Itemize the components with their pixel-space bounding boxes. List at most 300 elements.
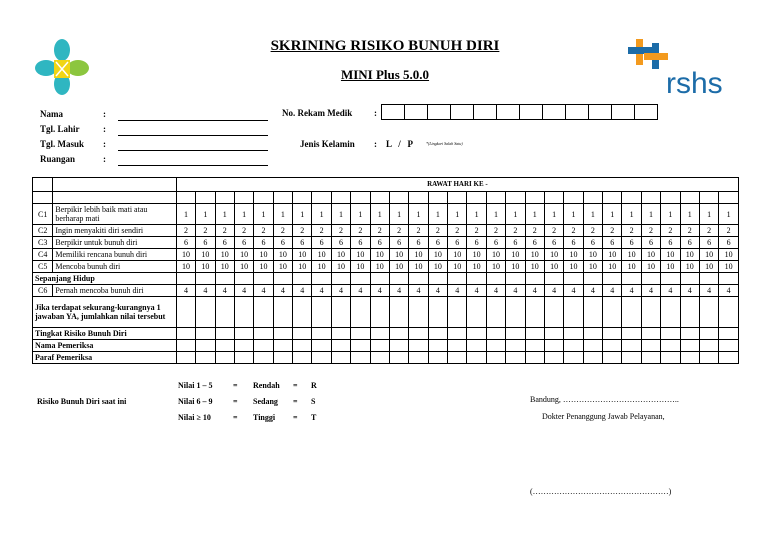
entry-cell[interactable]: [273, 297, 292, 328]
entry-cell[interactable]: [273, 352, 292, 364]
score-cell[interactable]: 6: [273, 237, 292, 249]
score-cell[interactable]: 10: [564, 249, 583, 261]
entry-cell[interactable]: [525, 352, 544, 364]
day-number-cell[interactable]: [564, 192, 583, 204]
score-cell[interactable]: 6: [583, 237, 602, 249]
entry-cell[interactable]: [641, 352, 660, 364]
entry-cell[interactable]: [273, 328, 292, 340]
day-number-cell[interactable]: [467, 192, 486, 204]
entry-cell[interactable]: [428, 352, 447, 364]
entry-cell[interactable]: [215, 340, 234, 352]
score-cell[interactable]: 2: [661, 225, 680, 237]
entry-cell[interactable]: [467, 273, 486, 285]
entry-cell[interactable]: [544, 297, 563, 328]
score-cell[interactable]: 2: [254, 225, 273, 237]
score-cell[interactable]: 4: [351, 285, 370, 297]
score-cell[interactable]: 10: [583, 261, 602, 273]
entry-cell[interactable]: [234, 340, 253, 352]
entry-cell[interactable]: [661, 328, 680, 340]
entry-cell[interactable]: [486, 273, 505, 285]
score-cell[interactable]: 10: [409, 261, 428, 273]
entry-cell[interactable]: [389, 340, 408, 352]
score-cell[interactable]: 10: [409, 249, 428, 261]
score-cell[interactable]: 10: [215, 249, 234, 261]
score-cell[interactable]: 10: [331, 261, 350, 273]
score-cell[interactable]: 4: [234, 285, 253, 297]
day-number-cell[interactable]: [389, 192, 408, 204]
score-cell[interactable]: 10: [603, 249, 622, 261]
score-cell[interactable]: 6: [409, 237, 428, 249]
score-cell[interactable]: 10: [544, 261, 563, 273]
score-cell[interactable]: 1: [234, 204, 253, 225]
score-cell[interactable]: 10: [370, 249, 389, 261]
score-cell[interactable]: 4: [661, 285, 680, 297]
nama-field[interactable]: [118, 120, 268, 121]
score-cell[interactable]: 6: [641, 237, 660, 249]
entry-cell[interactable]: [312, 352, 331, 364]
score-cell[interactable]: 2: [467, 225, 486, 237]
entry-cell[interactable]: [370, 328, 389, 340]
score-cell[interactable]: 1: [680, 204, 699, 225]
score-cell[interactable]: 6: [699, 237, 718, 249]
score-cell[interactable]: 6: [467, 237, 486, 249]
entry-cell[interactable]: [370, 340, 389, 352]
score-cell[interactable]: 4: [719, 285, 739, 297]
score-cell[interactable]: 10: [467, 249, 486, 261]
score-cell[interactable]: 10: [196, 249, 215, 261]
score-cell[interactable]: 6: [215, 237, 234, 249]
score-cell[interactable]: 6: [254, 237, 273, 249]
score-cell[interactable]: 10: [254, 261, 273, 273]
entry-cell[interactable]: [293, 273, 312, 285]
entry-cell[interactable]: [564, 340, 583, 352]
entry-cell[interactable]: [293, 340, 312, 352]
entry-cell[interactable]: [428, 328, 447, 340]
score-cell[interactable]: 10: [661, 261, 680, 273]
score-cell[interactable]: 6: [176, 237, 195, 249]
entry-cell[interactable]: [409, 273, 428, 285]
entry-cell[interactable]: [467, 340, 486, 352]
score-cell[interactable]: 4: [544, 285, 563, 297]
score-cell[interactable]: 10: [273, 249, 292, 261]
entry-cell[interactable]: [719, 352, 739, 364]
score-cell[interactable]: 4: [312, 285, 331, 297]
entry-cell[interactable]: [699, 297, 718, 328]
entry-cell[interactable]: [409, 328, 428, 340]
day-number-cell[interactable]: [544, 192, 563, 204]
entry-cell[interactable]: [506, 340, 525, 352]
score-cell[interactable]: 1: [661, 204, 680, 225]
entry-cell[interactable]: [486, 352, 505, 364]
score-cell[interactable]: 2: [583, 225, 602, 237]
entry-cell[interactable]: [622, 352, 641, 364]
score-cell[interactable]: 2: [448, 225, 467, 237]
score-cell[interactable]: 10: [680, 261, 699, 273]
score-cell[interactable]: 6: [525, 237, 544, 249]
score-cell[interactable]: 2: [331, 225, 350, 237]
score-cell[interactable]: 6: [544, 237, 563, 249]
entry-cell[interactable]: [564, 328, 583, 340]
score-cell[interactable]: 6: [661, 237, 680, 249]
entry-cell[interactable]: [196, 297, 215, 328]
entry-cell[interactable]: [603, 340, 622, 352]
entry-cell[interactable]: [525, 340, 544, 352]
entry-cell[interactable]: [448, 352, 467, 364]
entry-cell[interactable]: [215, 352, 234, 364]
entry-cell[interactable]: [525, 297, 544, 328]
entry-cell[interactable]: [603, 352, 622, 364]
entry-cell[interactable]: [234, 352, 253, 364]
score-cell[interactable]: 10: [448, 261, 467, 273]
score-cell[interactable]: 1: [719, 204, 739, 225]
score-cell[interactable]: 6: [448, 237, 467, 249]
score-cell[interactable]: 1: [370, 204, 389, 225]
score-cell[interactable]: 2: [273, 225, 292, 237]
score-cell[interactable]: 6: [331, 237, 350, 249]
entry-cell[interactable]: [351, 328, 370, 340]
entry-cell[interactable]: [641, 273, 660, 285]
score-cell[interactable]: 1: [196, 204, 215, 225]
entry-cell[interactable]: [254, 352, 273, 364]
day-number-cell[interactable]: [312, 192, 331, 204]
score-cell[interactable]: 1: [486, 204, 505, 225]
entry-cell[interactable]: [428, 273, 447, 285]
score-cell[interactable]: 10: [428, 261, 447, 273]
entry-cell[interactable]: [544, 328, 563, 340]
score-cell[interactable]: 6: [428, 237, 447, 249]
score-cell[interactable]: 10: [331, 249, 350, 261]
entry-cell[interactable]: [506, 352, 525, 364]
entry-cell[interactable]: [622, 297, 641, 328]
entry-cell[interactable]: [389, 352, 408, 364]
entry-cell[interactable]: [564, 352, 583, 364]
day-number-cell[interactable]: [661, 192, 680, 204]
entry-cell[interactable]: [699, 328, 718, 340]
day-number-cell[interactable]: [506, 192, 525, 204]
entry-cell[interactable]: [293, 297, 312, 328]
entry-cell[interactable]: [467, 328, 486, 340]
entry-cell[interactable]: [622, 273, 641, 285]
entry-cell[interactable]: [448, 340, 467, 352]
entry-cell[interactable]: [661, 273, 680, 285]
no-rekam-medik-boxes[interactable]: [382, 104, 658, 120]
score-cell[interactable]: 10: [389, 249, 408, 261]
entry-cell[interactable]: [234, 273, 253, 285]
entry-cell[interactable]: [331, 328, 350, 340]
score-cell[interactable]: 10: [719, 261, 739, 273]
score-cell[interactable]: 10: [680, 249, 699, 261]
entry-cell[interactable]: [583, 273, 602, 285]
entry-cell[interactable]: [196, 328, 215, 340]
day-number-cell[interactable]: [331, 192, 350, 204]
score-cell[interactable]: 10: [273, 261, 292, 273]
score-cell[interactable]: 10: [351, 261, 370, 273]
entry-cell[interactable]: [680, 340, 699, 352]
day-number-cell[interactable]: [234, 192, 253, 204]
score-cell[interactable]: 4: [409, 285, 428, 297]
entry-cell[interactable]: [486, 340, 505, 352]
day-number-cell[interactable]: [448, 192, 467, 204]
score-cell[interactable]: 10: [622, 261, 641, 273]
score-cell[interactable]: 10: [544, 249, 563, 261]
score-cell[interactable]: 2: [196, 225, 215, 237]
entry-cell[interactable]: [351, 297, 370, 328]
score-cell[interactable]: 1: [351, 204, 370, 225]
entry-cell[interactable]: [564, 273, 583, 285]
score-cell[interactable]: 2: [544, 225, 563, 237]
entry-cell[interactable]: [293, 352, 312, 364]
score-cell[interactable]: 4: [254, 285, 273, 297]
entry-cell[interactable]: [544, 340, 563, 352]
entry-cell[interactable]: [448, 273, 467, 285]
score-cell[interactable]: 4: [506, 285, 525, 297]
entry-cell[interactable]: [699, 352, 718, 364]
score-cell[interactable]: 10: [370, 261, 389, 273]
score-cell[interactable]: 4: [467, 285, 486, 297]
entry-cell[interactable]: [564, 297, 583, 328]
entry-cell[interactable]: [699, 273, 718, 285]
score-cell[interactable]: 4: [215, 285, 234, 297]
score-cell[interactable]: 1: [544, 204, 563, 225]
score-cell[interactable]: 1: [467, 204, 486, 225]
entry-cell[interactable]: [428, 297, 447, 328]
entry-cell[interactable]: [448, 328, 467, 340]
score-cell[interactable]: 6: [680, 237, 699, 249]
score-cell[interactable]: 10: [312, 249, 331, 261]
score-cell[interactable]: 4: [622, 285, 641, 297]
entry-cell[interactable]: [389, 328, 408, 340]
ruangan-field[interactable]: [118, 165, 268, 166]
day-number-cell[interactable]: [622, 192, 641, 204]
score-cell[interactable]: 10: [351, 249, 370, 261]
day-number-cell[interactable]: [603, 192, 622, 204]
entry-cell[interactable]: [176, 340, 195, 352]
score-cell[interactable]: 2: [293, 225, 312, 237]
score-cell[interactable]: 10: [719, 249, 739, 261]
entry-cell[interactable]: [351, 340, 370, 352]
score-cell[interactable]: 6: [370, 237, 389, 249]
score-cell[interactable]: 10: [234, 261, 253, 273]
entry-cell[interactable]: [641, 297, 660, 328]
score-cell[interactable]: 2: [389, 225, 408, 237]
score-cell[interactable]: 2: [680, 225, 699, 237]
day-number-cell[interactable]: [486, 192, 505, 204]
score-cell[interactable]: 2: [351, 225, 370, 237]
score-cell[interactable]: 10: [564, 261, 583, 273]
entry-cell[interactable]: [486, 328, 505, 340]
entry-cell[interactable]: [196, 340, 215, 352]
score-cell[interactable]: 10: [583, 249, 602, 261]
entry-cell[interactable]: [254, 340, 273, 352]
entry-cell[interactable]: [544, 352, 563, 364]
day-number-cell[interactable]: [719, 192, 739, 204]
score-cell[interactable]: 10: [389, 261, 408, 273]
entry-cell[interactable]: [312, 273, 331, 285]
score-cell[interactable]: 10: [486, 261, 505, 273]
score-cell[interactable]: 4: [196, 285, 215, 297]
entry-cell[interactable]: [409, 352, 428, 364]
score-cell[interactable]: 1: [603, 204, 622, 225]
day-number-cell[interactable]: [293, 192, 312, 204]
entry-cell[interactable]: [583, 352, 602, 364]
entry-cell[interactable]: [331, 352, 350, 364]
score-cell[interactable]: 6: [234, 237, 253, 249]
day-number-cell[interactable]: [370, 192, 389, 204]
tgl-masuk-field[interactable]: [118, 150, 268, 151]
score-cell[interactable]: 10: [699, 261, 718, 273]
entry-cell[interactable]: [273, 273, 292, 285]
entry-cell[interactable]: [389, 273, 408, 285]
entry-cell[interactable]: [176, 297, 195, 328]
score-cell[interactable]: 10: [428, 249, 447, 261]
entry-cell[interactable]: [293, 328, 312, 340]
score-cell[interactable]: 6: [312, 237, 331, 249]
entry-cell[interactable]: [273, 340, 292, 352]
score-cell[interactable]: 1: [273, 204, 292, 225]
day-number-cell[interactable]: [680, 192, 699, 204]
score-cell[interactable]: 4: [603, 285, 622, 297]
day-number-cell[interactable]: [351, 192, 370, 204]
score-cell[interactable]: 2: [234, 225, 253, 237]
score-cell[interactable]: 10: [699, 249, 718, 261]
score-cell[interactable]: 10: [215, 261, 234, 273]
score-cell[interactable]: 1: [583, 204, 602, 225]
score-cell[interactable]: 10: [525, 249, 544, 261]
score-cell[interactable]: 10: [312, 261, 331, 273]
score-cell[interactable]: 1: [254, 204, 273, 225]
entry-cell[interactable]: [351, 352, 370, 364]
score-cell[interactable]: 2: [641, 225, 660, 237]
entry-cell[interactable]: [234, 297, 253, 328]
entry-cell[interactable]: [370, 273, 389, 285]
day-number-cell[interactable]: [215, 192, 234, 204]
entry-cell[interactable]: [661, 297, 680, 328]
entry-cell[interactable]: [603, 273, 622, 285]
score-cell[interactable]: 1: [428, 204, 447, 225]
score-cell[interactable]: 6: [389, 237, 408, 249]
entry-cell[interactable]: [409, 340, 428, 352]
score-cell[interactable]: 2: [486, 225, 505, 237]
signature-blank[interactable]: (……………………………………………): [530, 487, 672, 496]
score-cell[interactable]: 10: [293, 261, 312, 273]
day-number-cell[interactable]: [525, 192, 544, 204]
score-cell[interactable]: 1: [409, 204, 428, 225]
entry-cell[interactable]: [506, 328, 525, 340]
entry-cell[interactable]: [719, 273, 739, 285]
score-cell[interactable]: 6: [293, 237, 312, 249]
score-cell[interactable]: 6: [622, 237, 641, 249]
score-cell[interactable]: 2: [506, 225, 525, 237]
score-cell[interactable]: 4: [389, 285, 408, 297]
score-cell[interactable]: 6: [351, 237, 370, 249]
score-cell[interactable]: 1: [331, 204, 350, 225]
entry-cell[interactable]: [641, 340, 660, 352]
score-cell[interactable]: 4: [370, 285, 389, 297]
score-cell[interactable]: 10: [661, 249, 680, 261]
entry-cell[interactable]: [622, 328, 641, 340]
entry-cell[interactable]: [603, 297, 622, 328]
entry-cell[interactable]: [312, 297, 331, 328]
score-cell[interactable]: 10: [448, 249, 467, 261]
entry-cell[interactable]: [583, 340, 602, 352]
entry-cell[interactable]: [428, 340, 447, 352]
entry-cell[interactable]: [215, 273, 234, 285]
entry-cell[interactable]: [583, 297, 602, 328]
entry-cell[interactable]: [622, 340, 641, 352]
score-cell[interactable]: 10: [603, 261, 622, 273]
entry-cell[interactable]: [370, 297, 389, 328]
entry-cell[interactable]: [389, 297, 408, 328]
entry-cell[interactable]: [176, 273, 195, 285]
entry-cell[interactable]: [603, 328, 622, 340]
entry-cell[interactable]: [312, 340, 331, 352]
score-cell[interactable]: 2: [176, 225, 195, 237]
score-cell[interactable]: 4: [331, 285, 350, 297]
entry-cell[interactable]: [448, 297, 467, 328]
day-number-cell[interactable]: [699, 192, 718, 204]
score-cell[interactable]: 1: [312, 204, 331, 225]
score-cell[interactable]: 1: [525, 204, 544, 225]
score-cell[interactable]: 1: [622, 204, 641, 225]
score-cell[interactable]: 4: [583, 285, 602, 297]
score-cell[interactable]: 6: [719, 237, 739, 249]
tgl-lahir-field[interactable]: [118, 135, 268, 136]
score-cell[interactable]: 6: [486, 237, 505, 249]
entry-cell[interactable]: [254, 273, 273, 285]
score-cell[interactable]: 2: [603, 225, 622, 237]
entry-cell[interactable]: [525, 273, 544, 285]
day-number-cell[interactable]: [428, 192, 447, 204]
entry-cell[interactable]: [661, 340, 680, 352]
entry-cell[interactable]: [544, 273, 563, 285]
entry-cell[interactable]: [467, 352, 486, 364]
score-cell[interactable]: 10: [506, 261, 525, 273]
entry-cell[interactable]: [331, 273, 350, 285]
score-cell[interactable]: 10: [176, 249, 195, 261]
entry-cell[interactable]: [506, 297, 525, 328]
score-cell[interactable]: 2: [564, 225, 583, 237]
score-cell[interactable]: 4: [428, 285, 447, 297]
entry-cell[interactable]: [661, 352, 680, 364]
entry-cell[interactable]: [215, 297, 234, 328]
score-cell[interactable]: 4: [641, 285, 660, 297]
score-cell[interactable]: 10: [486, 249, 505, 261]
entry-cell[interactable]: [409, 297, 428, 328]
entry-cell[interactable]: [680, 352, 699, 364]
entry-cell[interactable]: [370, 352, 389, 364]
entry-cell[interactable]: [215, 328, 234, 340]
score-cell[interactable]: 2: [622, 225, 641, 237]
score-cell[interactable]: 4: [448, 285, 467, 297]
entry-cell[interactable]: [719, 340, 739, 352]
score-cell[interactable]: 4: [564, 285, 583, 297]
score-cell[interactable]: 2: [428, 225, 447, 237]
score-cell[interactable]: 1: [176, 204, 195, 225]
score-cell[interactable]: 6: [603, 237, 622, 249]
entry-cell[interactable]: [331, 297, 350, 328]
score-cell[interactable]: 1: [506, 204, 525, 225]
score-cell[interactable]: 2: [370, 225, 389, 237]
score-cell[interactable]: 6: [196, 237, 215, 249]
score-cell[interactable]: 1: [293, 204, 312, 225]
score-cell[interactable]: 10: [293, 249, 312, 261]
entry-cell[interactable]: [680, 297, 699, 328]
score-cell[interactable]: 1: [699, 204, 718, 225]
entry-cell[interactable]: [467, 297, 486, 328]
jenis-kelamin-options[interactable]: L / P: [386, 139, 414, 149]
score-cell[interactable]: 10: [641, 261, 660, 273]
entry-cell[interactable]: [254, 328, 273, 340]
